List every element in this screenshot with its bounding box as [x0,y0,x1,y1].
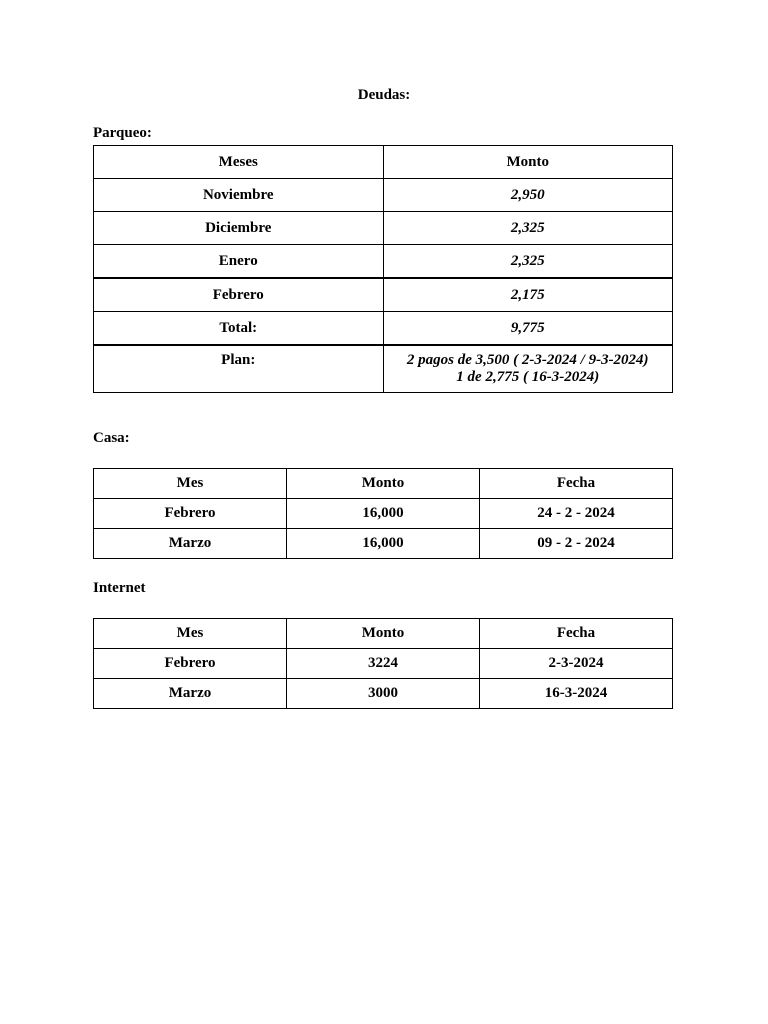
table-header-row [94,146,673,179]
header-monto: Monto [287,469,480,499]
cell-fecha: 2-3-2024 [480,649,673,679]
plan-line-2: 1 de 2,775 ( 16-3-2024) [456,369,600,385]
cell-total-value: 9,775 [383,312,673,346]
cell-mes: Marzo [94,679,287,709]
cell-mes: Enero [94,245,384,279]
table-row [94,212,673,245]
cell-plan-label: Plan: [94,345,384,393]
parqueo-table [93,145,673,393]
cell-monto: 2,325 [383,245,673,279]
table-row-plan [94,345,673,393]
cell-mes: Diciembre [94,212,384,245]
table-header-row [94,619,673,649]
table-row [94,245,673,279]
table-row [94,278,673,312]
table-row [94,179,673,212]
internet-table [93,618,673,709]
section-label-internet: Internet [93,580,146,596]
cell-fecha: 09 - 2 - 2024 [480,529,673,559]
header-monto: Monto [383,146,673,179]
cell-mes: Noviembre [94,179,384,212]
table-row-total [94,312,673,346]
cell-monto: 16,000 [287,499,480,529]
cell-plan-value [383,345,673,393]
header-monto: Monto [287,619,480,649]
cell-monto: 3000 [287,679,480,709]
header-fecha: Fecha [480,619,673,649]
table-row [94,499,673,529]
cell-mes: Marzo [94,529,287,559]
plan-line-1: 2 pagos de 3,500 ( 2-3-2024 / 9-3-2024) [406,352,649,368]
cell-monto: 16,000 [287,529,480,559]
header-meses: Meses [94,146,384,179]
cell-monto: 2,950 [383,179,673,212]
cell-mes: Febrero [94,649,287,679]
cell-mes: Febrero [94,278,384,312]
section-label-parqueo: Parqueo: [93,125,152,141]
casa-table [93,468,673,559]
table-header-row [94,469,673,499]
header-mes: Mes [94,469,287,499]
cell-mes: Febrero [94,499,287,529]
header-mes: Mes [94,619,287,649]
cell-total-label: Total: [94,312,384,346]
header-fecha: Fecha [480,469,673,499]
cell-fecha: 16-3-2024 [480,679,673,709]
section-label-casa: Casa: [93,430,130,446]
cell-monto: 2,175 [383,278,673,312]
page-title: Deudas: [357,87,411,103]
table-row [94,649,673,679]
cell-monto: 3224 [287,649,480,679]
table-row [94,529,673,559]
cell-fecha: 24 - 2 - 2024 [480,499,673,529]
table-row [94,679,673,709]
cell-monto: 2,325 [383,212,673,245]
